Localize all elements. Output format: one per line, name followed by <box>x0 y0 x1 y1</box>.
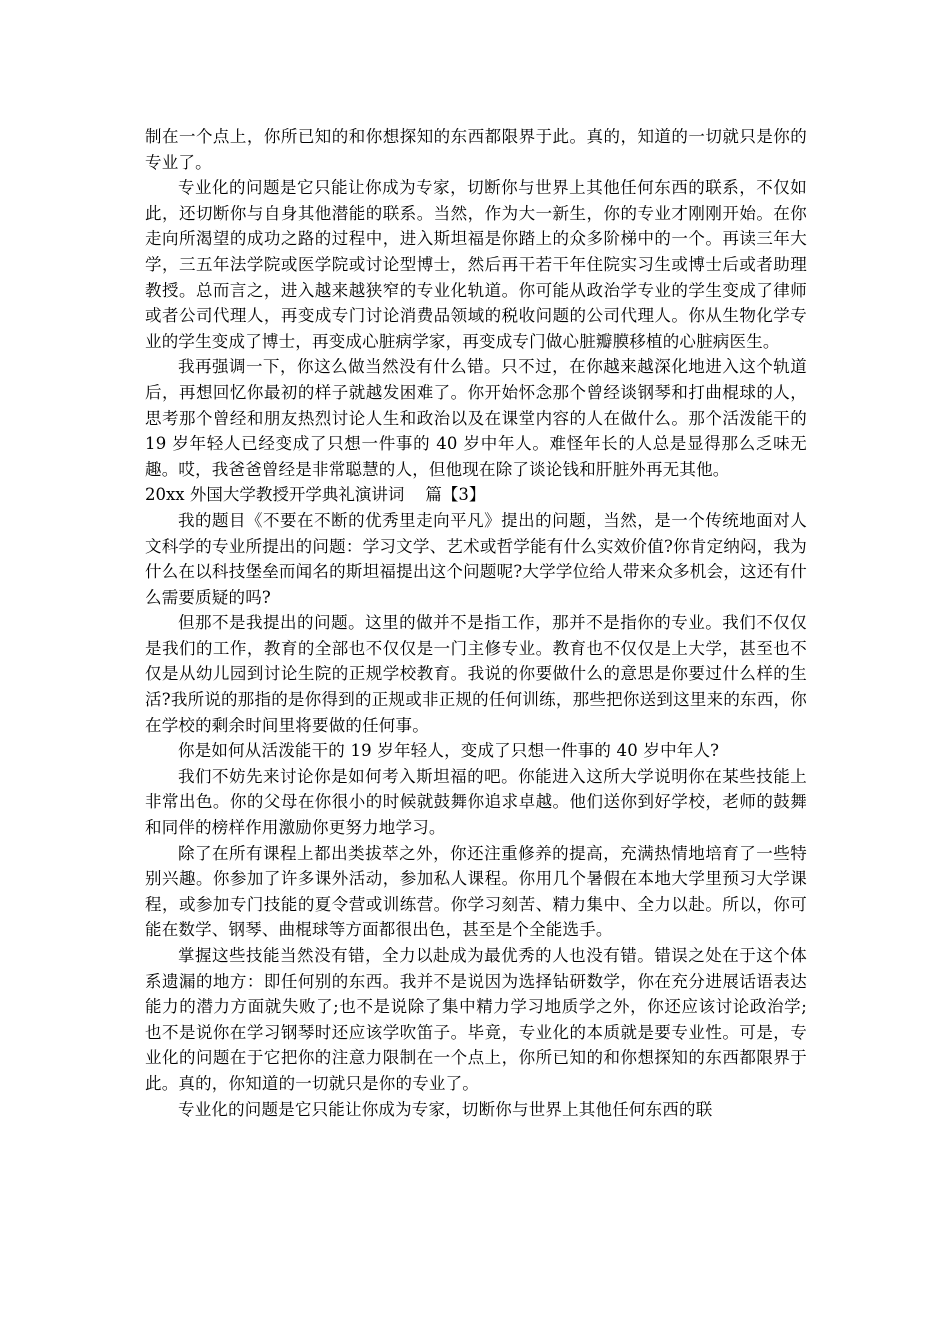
paragraph-3: 我再强调一下，你这么做当然没有什么错。只不过，在你越来越深化地进入这个轨道后，再想回忆你最初的样子就越发困难了。你开始怀念那个曾经谈钢琴和打曲棍球的人，思考那个曾经和朋友热烈讨论人生和政治以及在课堂内容的人在做什么。那个活泼能干的 19 岁年轻人已经变成了只想一件事的 40 岁中年人。难怪年长的人总是显得那么乏味无趣。哎，我爸爸曾经是非常聪慧的人，但他现在除了谈论钱和肝脏外再无其他。 <box>145 357 807 479</box>
paragraph-2: 专业化的问题是它只能让你成为专家，切断你与世界上其他任何东西的联系，不仅如此，还切断你与自身其他潜能的联系。当然，作为大一新生，你的专业才刚刚开始。在你走向所渴望的成功之路的过程中，进入斯坦福是你踏上的众多阶梯中的一个。再读三年大学，三五年法学院或医学院或讨论型博士，然后再干若干年住院实习生或博士后或者助理教授。总而言之，进入越来越狭窄的专业化轨道。你可能从政治学专业的学生变成了律师或者公司代理人，再变成专门讨论消费品领域的税收问题的公司代理人。你从生物化学专业的学生变成了博士，再变成心脏病学家，再变成专门做心脏瓣膜移植的心脏病医生。 <box>145 178 807 351</box>
paragraph-5: 但那不是我提出的问题。这里的做并不是指工作，那并不是指你的专业。我们不仅仅是我们的工作，教育的全部也不仅仅是一门主修专业。教育也不仅仅是上大学，甚至也不仅是从幼儿园到讨论生院的正规学校教育。我说的你要做什么的意思是你要过什么样的生活?我所说的那指的是你得到的正规或非正规的任何训练，那些把你送到这里来的东西，你在学校的剩余时间里将要做的任何事。 <box>145 613 807 735</box>
paragraph-6: 你是如何从活泼能干的 19 岁年轻人，变成了只想一件事的 40 岁中年人? <box>178 741 720 761</box>
paragraph-1: 制在一个点上，你所已知的和你想探知的东西都限界于此。真的，知道的一切就只是你的专业了。 <box>145 127 807 172</box>
paragraph-9: 掌握这些技能当然没有错，全力以赴成为最优秀的人也没有错。错误之处在于这个体系遗漏的地方：即任何别的东西。我并不是说因为选择钻研数学，你在充分进展话语表达能力的潜力方面就失败了;也不是说除了集中精力学习地质学之外，你还应该讨论政治学;也不是说你在学习钢琴时还应该学吹笛子。毕竟，专业化的本质就是要专业性。可是，专业化的问题在于它把你的注意力限制在一个点上，你所已知的和你想探知的东西都限界于此。真的，你知道的一切就只是你的专业了。 <box>145 946 807 1093</box>
paragraph-4: 我的题目《不要在不断的优秀里走向平凡》提出的问题，当然，是一个传统地面对人文科学的专业所提出的问题：学习文学、艺术或哲学能有什么实效价值?你肯定纳闷，我为什么在以科技堡垒而闻名的斯坦福提出这个问题呢?大学学位给人带来众多机会，这还有什么需要质疑的吗? <box>145 510 807 607</box>
document-page <box>145 124 807 1122</box>
paragraph-8: 除了在所有课程上都出类拔萃之外，你还注重修养的提高，充满热情地培育了一些特别兴趣。你参加了许多课外活动，参加私人课程。你用几个暑假在本地大学里预习大学课程，或参加专门技能的夏令营或训练营。你学习刻苦、精力集中、全力以赴。所以，你可能在数学、钢琴、曲棍球等方面都很出色，甚至是个全能选手。 <box>145 843 807 940</box>
paragraph-10: 专业化的问题是它只能让你成为专家，切断你与世界上其他任何东西的联 <box>178 1099 713 1119</box>
paragraph-7: 我们不妨先来讨论你是如何考入斯坦福的吧。你能进入这所大学说明你在某些技能上非常出色。你的父母在你很小的时候就鼓舞你追求卓越。他们送你到好学校，老师的鼓舞和同伴的榜样作用激励你更努力地学习。 <box>145 766 807 838</box>
section-heading: 20xx 外国大学教授开学典礼演讲词 篇【3】 <box>145 485 486 505</box>
